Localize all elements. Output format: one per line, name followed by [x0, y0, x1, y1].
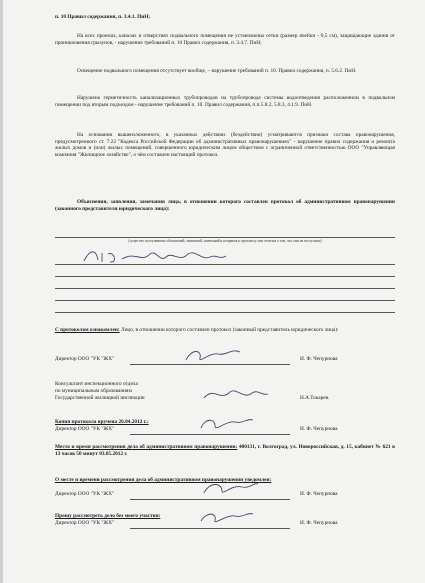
- request-absence-label: Прошу рассмотреть дело без моего участия:: [55, 513, 161, 519]
- explanation-line-2: [55, 264, 395, 265]
- director-signature-1: [180, 344, 245, 366]
- page-edge: [0, 0, 3, 583]
- paragraph-conclusion: На основании вышеизложенного, в указанных действиях (бездействии) усматриваются признаки состава правонарушения, предусмотренного ст. 7.22 "Кодекса Российской Федерации об административных правонарушениях" - нарушение правил содержания и ремонта жилых домов и (или) жилых помещений, совершенного юридическим лицом обществом с ограниченной ответственностью ООО "Управляющая компания "Жилищное хозяйство", о чём составлен настоящий протокол.: [55, 132, 395, 158]
- director-signature-3: [200, 478, 260, 498]
- heading-explanations: Объяснения, заявления, замечания лица, в отношении которого составлен протокол об административном правонарушении (законного представителя юридического лица):: [55, 199, 395, 212]
- director-name-4: И. Ф. Чепурнова: [300, 520, 338, 526]
- explanation-caption: (существо поступивших объяснений, заявлений, замечаний и поправок к протоколу или отметка о том, что они не поступили): [128, 239, 322, 243]
- hearing-place-label: Место и время рассмотрения дела об административном правонарушении:: [55, 444, 238, 450]
- explanation-line-6: [55, 312, 395, 313]
- director-signature-2: [195, 414, 255, 434]
- director-name-1: И. Ф. Чепурнова: [300, 356, 338, 362]
- acknowledgement-section: [55, 327, 395, 334]
- director-label-4: Директор ООО "УК "ЖХ": [55, 520, 115, 526]
- explanation-line-4: [55, 288, 395, 289]
- consultant-signature: [200, 384, 270, 404]
- director-label-2: Директор ООО "УК "ЖХ": [55, 426, 115, 432]
- director-name-2: И. Ф. Чепурнова: [300, 426, 338, 432]
- director-signature-line-3: [130, 499, 290, 500]
- explanation-line-1: [55, 237, 395, 238]
- acknowledged-label: С протоколом ознакомлен:: [55, 327, 120, 333]
- paragraph-rodent-nets: На всех проемах, каналах и отверстиях подвального помещения не установлены сетки (размер ячейки - 0,5 см), защищающие здания от проникновения грызунов, - нарушение требований п. 10 Правил содержания, п. 3.4.7. ПиН;: [55, 33, 395, 46]
- acknowledged-text: Лицо, в отношении которого составлен протокол (законный представитель юридического лица):: [121, 327, 339, 333]
- director-label-3: Директор ООО "УК "ЖХ": [55, 491, 115, 497]
- consultant-line-2: по муниципальным образованиям: [55, 388, 132, 394]
- paragraph-rules-3-4-1: п. 10 Правил содержания, п. 3.4.1. ПиН;: [55, 14, 151, 20]
- paragraph-sewer: Нарушена герметичность канализационных трубопроводов на трубопроводе системы водоотведения расположенном в подвальном помещении под вторым подъездом - нарушение требований п. 10. Правил содержания, п.п.5.8.2, 5.8.3, 4.1.9. ПиН.: [55, 95, 395, 108]
- director-signature-4: [195, 507, 255, 527]
- director-name-3: И. Ф. Чепурнова: [300, 491, 338, 497]
- notified-label: О месте и времени рассмотрения дела об административном правонарушении уведомлен:: [55, 477, 272, 483]
- consultant-line-3: Государственной жилищной инспекции: [55, 395, 145, 401]
- director-signature-line-4: [130, 528, 290, 529]
- hearing-section: [55, 444, 395, 457]
- consultant-name: Н.А.Токарев.: [300, 395, 330, 401]
- hearing-place-text: 400131, г. Волгоград, ул. Новороссийская, д. 15, кабинет № 621 в 13 часов 50 минут 03.05.2012 г.: [55, 444, 395, 457]
- paragraph-lighting: Освещение подвального помещения отсутствует вообще, – нарушение требований п. 10. Правил содержания, п. 5.6.2. ПиН.: [77, 68, 357, 74]
- copy-delivered-label: Копия протокола вручена 26.04.2012 г.:: [55, 419, 149, 425]
- explanation-line-5: [55, 300, 395, 301]
- consultant-line-1: Консультант инспекционного отдела: [55, 381, 138, 387]
- director-label-1: Директор ООО "УК "ЖХ": [55, 356, 115, 362]
- director-signature-line-1: [130, 364, 290, 365]
- director-signature-line-2: [130, 434, 290, 435]
- explanation-line-3: [55, 276, 395, 277]
